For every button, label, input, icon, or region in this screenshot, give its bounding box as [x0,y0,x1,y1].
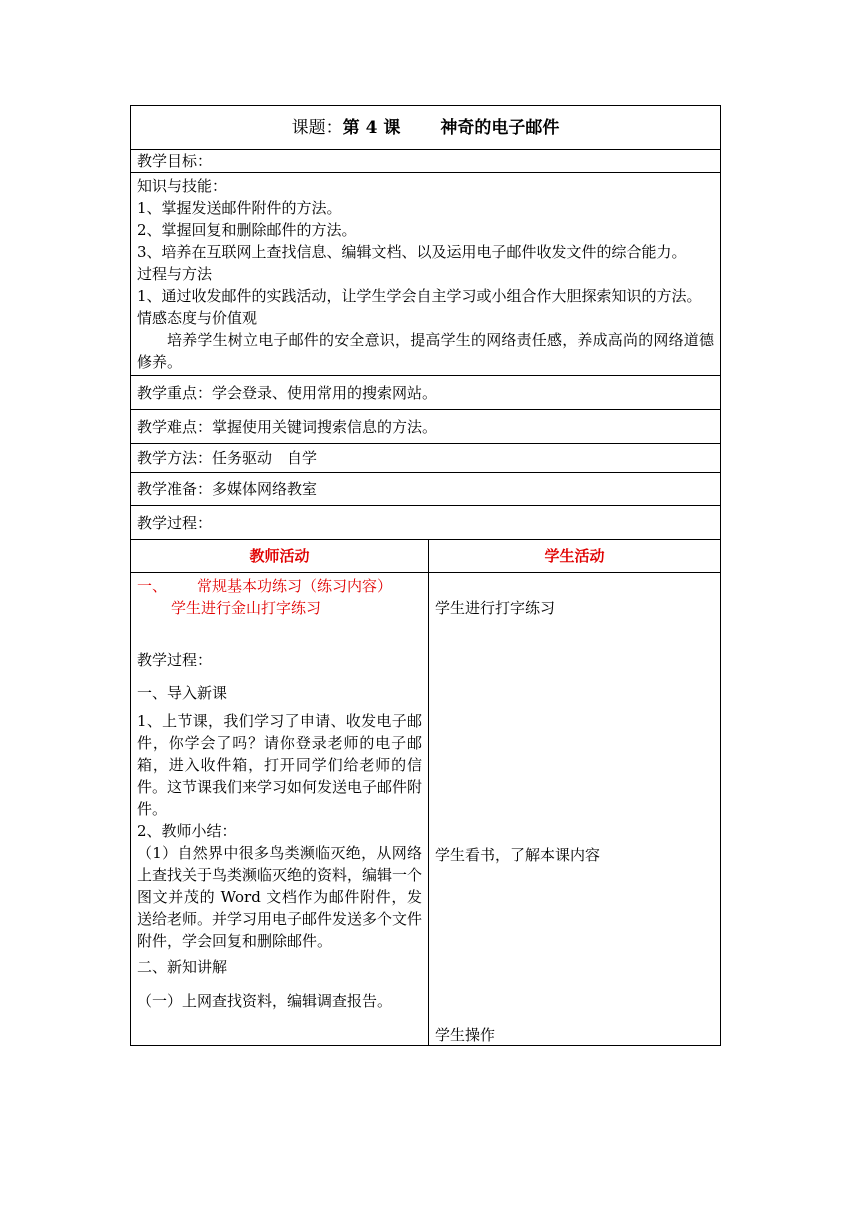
title-row [131,106,721,150]
student-activity-cell [429,573,721,1046]
student-activity-header: 学生活动 [429,540,721,573]
process-heading: 过程与方法 [137,265,213,283]
process-item: 1、 通过收发邮件的实践活动，让学生学会自主学习或小组合作大胆探索知识的方法。 [137,287,702,305]
difficulty-row [131,410,721,444]
section-intro: 一、导入新课 [137,684,228,702]
emotion-text: 培养学生树立电子邮件的安全意识，提高学生的网络责任感，养成高尚的网络道德修养。 [137,331,715,371]
column-header-row [131,540,721,573]
knowledge-heading: 知识与技能： [137,177,228,195]
preparation: 教学准备：多媒体网络教室 [131,473,721,506]
teacher-activity-cell [131,573,429,1046]
key-point: 教学重点：学会登录、使用常用的搜索网站。 [131,376,721,410]
lesson-number: 第 4 课 [342,117,401,138]
objectives-cell [131,173,721,376]
emotion-heading: 情感态度与价值观 [137,309,258,327]
objectives-heading: 教学目标： [131,150,721,173]
knowledge-item: 3、 培养在互联网上查找信息、编辑文档、以及运用电子邮件收发文件的综合能力。 [137,243,687,261]
subsection-search: （一）上网查找资料，编辑调查报告。 [137,992,393,1010]
method-row [131,444,721,473]
difficulty: 教学难点：掌握使用关键词搜索信息的方法。 [131,410,721,444]
intro-paragraph: 1、上节课，我们学习了申请、收发电子邮件，你学会了吗？请你登录老师的电子邮箱，进入收件箱，打开同学们给老师的信件。这节课我们来学习如何发送电子邮件附件。 [137,712,423,818]
key-point-row [131,376,721,410]
lesson-plan-table [130,105,721,1046]
summary-label: 2、教师小结： [137,822,237,840]
knowledge-item: 1、 掌握发送邮件附件的方法。 [137,199,342,217]
title-prefix: 课题： [291,117,343,138]
activity-row [131,573,721,1046]
method: 教学方法：任务驱动 自学 [131,444,721,473]
warmup-detail: 学生进行金山打字练习 [171,599,322,617]
teacher-activity-header: 教师活动 [131,540,429,573]
student-activity-reading: 学生看书，了解本课内容 [435,846,601,864]
section-new-knowledge: 二、新知讲解 [137,958,228,976]
student-activity-typing: 学生进行打字练习 [435,599,556,617]
title-cell [131,106,721,150]
process-sub-label: 教学过程： [137,651,213,669]
lesson-name: 神奇的电子邮件 [440,117,560,138]
summary-paragraph: （1）自然界中很多鸟类濒临灭绝，从网络上查找关于鸟类濒临灭绝的资料，编辑一个图文并茂的 Word 文档作为邮件附件，发送给老师。并学习用电子邮件发送多个文件附件，学会回复和删除邮件。 [137,844,423,950]
process-label: 教学过程： [131,506,721,540]
student-activity-operate: 学生操作 [435,1026,496,1044]
knowledge-item: 2、 掌握回复和删除邮件的方法。 [137,221,357,239]
objectives-heading-row [131,150,721,173]
preparation-row [131,473,721,506]
warmup-title: 一、 常规基本功练习（练习内容） [137,577,393,595]
process-label-row [131,506,721,540]
objectives-row [131,173,721,376]
